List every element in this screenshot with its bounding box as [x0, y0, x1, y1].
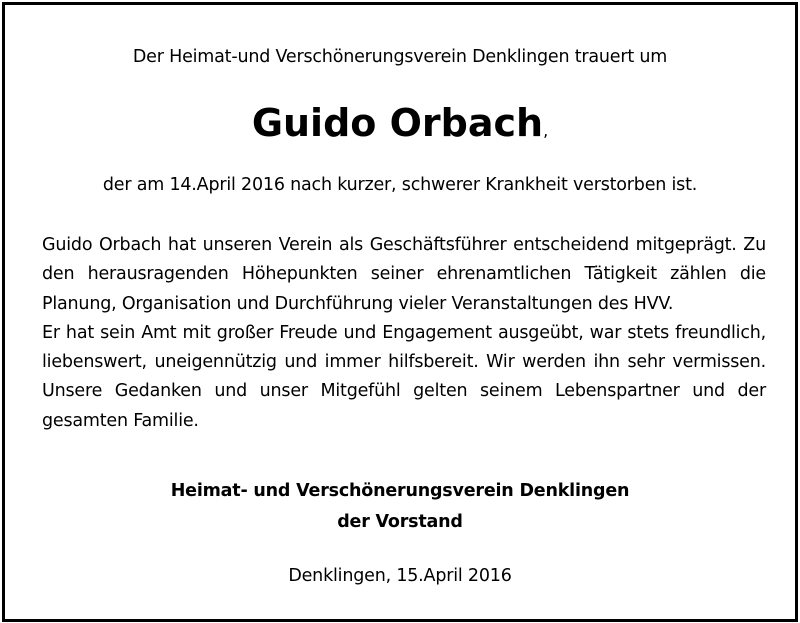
signature-board: der Vorstand [337, 512, 463, 532]
deceased-name: Guido Orbach [251, 101, 544, 145]
signature-block [5, 476, 795, 538]
signature-organization: Heimat- und Verschönerungsverein Denklingen [170, 481, 630, 501]
tribute-paragraph: Guido Orbach hat unseren Verein als Geschäftsführer entscheidend mitgeprägt. Zu den herausragenden Höhepunkten seiner ehrenamtlichen Tätigkeit zählen die Planung, Organisation und Durchführung vieler Veranstaltungen des HVV. [42, 235, 766, 314]
notice-border [2, 2, 798, 622]
place-and-date: Denklingen, 15.April 2016 [288, 566, 512, 586]
tribute-text [42, 231, 766, 436]
intro-line: Der Heimat-und Verschönerungsverein Denklingen trauert um [132, 47, 668, 67]
deceased-name-comma: , [543, 121, 549, 140]
obituary-notice [5, 5, 795, 619]
date-of-death-line: der am 14.April 2016 nach kurzer, schwerer Krankheit verstorben ist. [102, 175, 698, 195]
tribute-paragraph: Er hat sein Amt mit großer Freude und Engagement ausgeübt, war stets freundlich, liebenswert, uneigennützig und immer hilfsbereit. Wir werden ihn sehr vermissen. Unsere Gedanken und unser Mitgefühl gelten seinem Lebenspartner und der gesamten Familie. [42, 322, 766, 431]
deceased-name-line [5, 97, 795, 157]
